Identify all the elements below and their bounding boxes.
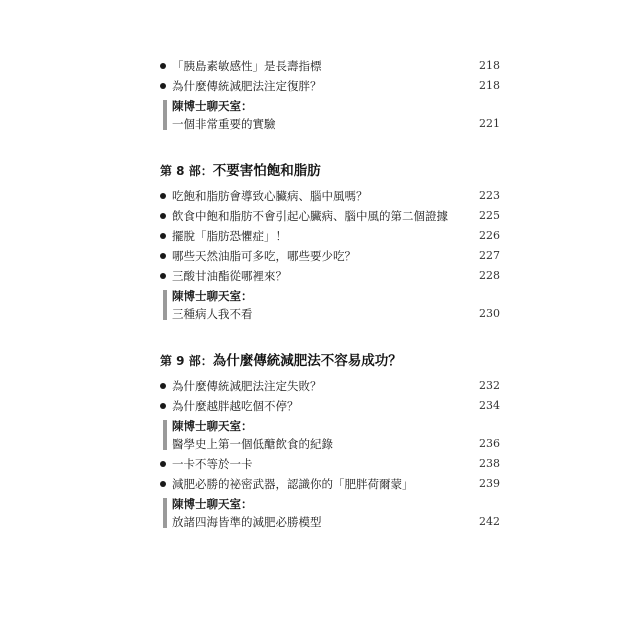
sidebar-title: 放諸四海皆準的減肥必勝模型 (172, 515, 322, 529)
entry-title: 哪些天然油脂可多吃，哪些要少吃？ (172, 249, 356, 263)
toc-entry[interactable] (160, 396, 500, 416)
sidebar-marker-bar (163, 420, 167, 450)
bullet-icon (160, 233, 166, 239)
entry-page-number: 218 (479, 79, 500, 92)
sidebar-heading: 陳博士聊天室： (172, 497, 253, 511)
toc-entry[interactable] (160, 76, 500, 96)
sidebar-heading: 陳博士聊天室： (172, 99, 253, 113)
entry-page-number: 238 (479, 457, 500, 470)
entry-page-number: 234 (479, 399, 500, 412)
toc-entry[interactable] (160, 246, 500, 266)
sidebar-entry[interactable] (160, 288, 500, 322)
bullet-icon (160, 63, 166, 69)
entry-page-number: 230 (479, 307, 500, 320)
toc-entry[interactable] (160, 206, 500, 226)
toc-entry[interactable] (160, 226, 500, 246)
toc-entry[interactable] (160, 56, 500, 76)
part-label: 第 9 部： (160, 354, 213, 368)
entry-page-number: 225 (479, 209, 500, 222)
entry-title: 吃飽和脂肪會導致心臟病、腦中風嗎？ (172, 189, 368, 203)
bullet-icon (160, 213, 166, 219)
entry-title: 擺脫「脂肪恐懼症」！ (172, 229, 287, 243)
sidebar-marker-bar (163, 498, 167, 528)
entry-page-number: 227 (479, 249, 500, 262)
bullet-icon (160, 383, 166, 389)
part-title: 不要害怕飽和脂肪 (212, 163, 321, 179)
sidebar-title: 醫學史上第一個低醣飲食的紀錄 (172, 437, 333, 451)
entry-page-number: 223 (479, 189, 500, 202)
bullet-icon (160, 273, 166, 279)
entry-page-number: 232 (479, 379, 500, 392)
part-label: 第 8 部： (160, 164, 213, 178)
sidebar-marker-bar (163, 290, 167, 320)
entry-page-number: 226 (479, 229, 500, 242)
sidebar-entry[interactable] (160, 98, 500, 132)
bullet-icon (160, 481, 166, 487)
part-title: 為什麼傳統減肥法不容易成功？ (212, 353, 402, 369)
toc-entry[interactable] (160, 266, 500, 286)
entry-title: 飲食中飽和脂肪不會引起心臟病、腦中風的第二個證據 (172, 209, 448, 223)
bullet-icon (160, 403, 166, 409)
sidebar-heading: 陳博士聊天室： (172, 419, 253, 433)
entry-title: 為什麼傳統減肥法注定復胖？ (172, 79, 322, 93)
sidebar-entry[interactable] (160, 496, 500, 530)
sidebar-entry[interactable] (160, 418, 500, 452)
entry-page-number: 242 (479, 515, 500, 528)
entry-page-number: 239 (479, 477, 500, 490)
entry-title: 三酸甘油酯從哪裡來？ (172, 269, 287, 283)
bullet-icon (160, 193, 166, 199)
entry-title: 一卡不等於一卡 (172, 457, 253, 471)
sidebar-title: 一個非常重要的實驗 (172, 117, 276, 131)
toc-entry[interactable] (160, 186, 500, 206)
entry-title: 「胰島素敏感性」是長壽指標 (172, 59, 322, 73)
toc-entry[interactable] (160, 474, 500, 494)
part-8-heading (160, 158, 321, 182)
part-9-heading (160, 348, 402, 372)
entry-title: 減肥必勝的祕密武器，認識你的「肥胖荷爾蒙」 (172, 477, 414, 491)
entry-page-number: 218 (479, 59, 500, 72)
sidebar-marker-bar (163, 100, 167, 130)
entry-page-number: 221 (479, 117, 500, 130)
entry-title: 為什麼傳統減肥法注定失敗？ (172, 379, 322, 393)
sidebar-title: 三種病人我不看 (172, 307, 253, 321)
sidebar-heading: 陳博士聊天室： (172, 289, 253, 303)
toc-entry[interactable] (160, 376, 500, 396)
bullet-icon (160, 461, 166, 467)
entry-title: 為什麼越胖越吃個不停？ (172, 399, 299, 413)
entry-page-number: 236 (479, 437, 500, 450)
entry-page-number: 228 (479, 269, 500, 282)
toc-entry[interactable] (160, 454, 500, 474)
bullet-icon (160, 83, 166, 89)
bullet-icon (160, 253, 166, 259)
